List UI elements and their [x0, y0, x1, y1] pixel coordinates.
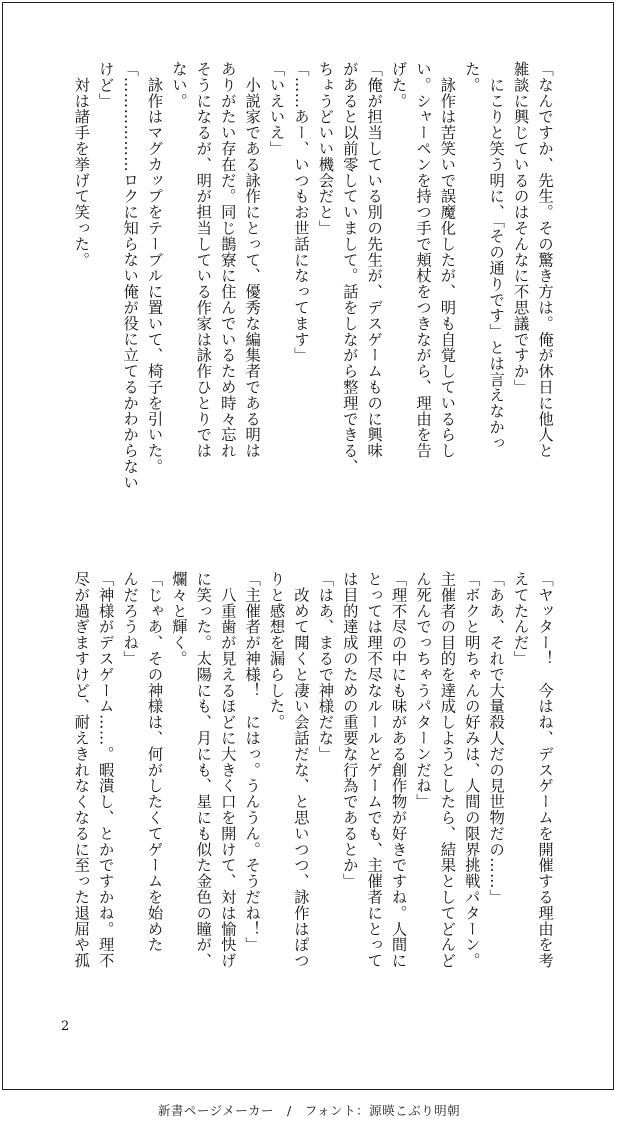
text-line: 「なんですか、先生。その驚き方は。俺が休日に他人と [536, 61, 554, 459]
text-column-bottom [61, 571, 557, 1033]
text-line: 改めて聞くと凄い会話だな、と思いつつ、詠作はぽつ [291, 571, 310, 969]
text-line: 小説家である詠作にとって、優秀な編集者である明は [243, 61, 262, 459]
text-line: 「俺が担当している別の先生が、デスゲームものに興味 [365, 61, 384, 459]
text-line: ない。 [169, 61, 188, 109]
text-line: 「ああ、それで大量殺人だの見世物だの……」 [487, 571, 506, 905]
text-line: 詠作はマグカップをテーブルに置いて、椅子を引いた。 [145, 61, 164, 475]
text-line: 尽が過ぎますけど、耐えきれなくなるに至った退屈や孤 [72, 571, 91, 969]
text-line: 「じゃあ、その神様は、何がしたくてゲームを始めた [145, 571, 164, 953]
text-line: 八重歯が見えるほどに大きく口を開けて、対は愉快げ [218, 571, 237, 969]
text-line: があると以前零していまして。話をしながら整理できる、 [340, 61, 359, 475]
footer-credit: 新書ページメーカー / フォント：源暎こぶり明朝 [157, 1103, 461, 1118]
page-number: 2 [61, 1019, 70, 1034]
text-line: 爛々と輝く。 [169, 571, 188, 667]
text-line: た。 [462, 61, 481, 93]
text-line: とっては理不尽なルールとゲームでも、主催者にとって [365, 571, 384, 969]
text-line: 「……あー、いつもお世話になってます」 [291, 61, 310, 364]
text-line: 雑談に興じているのはそんなに不思議ですか」 [511, 61, 530, 395]
text-line: 「はあ、まるで神様だな」 [316, 571, 335, 762]
text-line: にこりと笑う明に、「その通りです」とは言えなかっ [487, 61, 506, 451]
text-line: えてたんだ」 [511, 571, 530, 667]
text-line: 詠作は苦笑いで誤魔化したが、明も自覚しているらし [438, 61, 457, 459]
text-line: そうになるが、明が担当している作家は詠作ひとりでは [194, 61, 213, 459]
text-line: ん死んでっちゃうパターンだね」 [413, 571, 432, 810]
text-line: ありがたい存在だ。同じ鵲寮に住んでいるため時々忘れ [218, 61, 237, 459]
text-line: 「ヤッター！ 今はね、デスゲームを開催する理由を考 [536, 571, 554, 969]
text-line: けど」 [96, 61, 115, 109]
text-line: 「理不尽の中にも味がある創作物が好きですね。人間に [389, 571, 408, 969]
text-line: い。シャーペンを持つ手で頬杖をつきながら、理由を告 [413, 61, 432, 459]
text-line: げた。 [389, 61, 408, 109]
text-line: ちょうどいい機会だと」 [316, 61, 335, 236]
text-column-top [61, 61, 557, 527]
text-line: んだろうね」 [121, 571, 140, 667]
text-line: 対は諸手を挙げて笑った。 [72, 61, 91, 268]
text-line: は目的達成のための重要な行為であるとか」 [340, 571, 359, 889]
text-line: 「………………ロクに知らない俺が役に立てるかわからない [121, 61, 140, 491]
text-line: 「主催者が神様！ にはっ。うんうん。そうだね！」 [243, 571, 262, 953]
page-frame [2, 2, 614, 1090]
text-line: 「神様がデスゲーム……。暇潰し、とかですかね。理不 [96, 571, 115, 969]
text-line: りと感想を漏らした。 [267, 571, 286, 730]
text-line: に笑った。太陽にも、月にも、星にも似た金色の瞳が、 [194, 571, 213, 969]
text-line: 主催者の目的を達成しようとしたら、結果としてどんど [438, 571, 457, 969]
text-line: 「ボクと明ちゃんの好みは、人間の限界挑戦パターン。 [462, 571, 481, 969]
text-line: 「いえいえ」 [267, 61, 286, 157]
